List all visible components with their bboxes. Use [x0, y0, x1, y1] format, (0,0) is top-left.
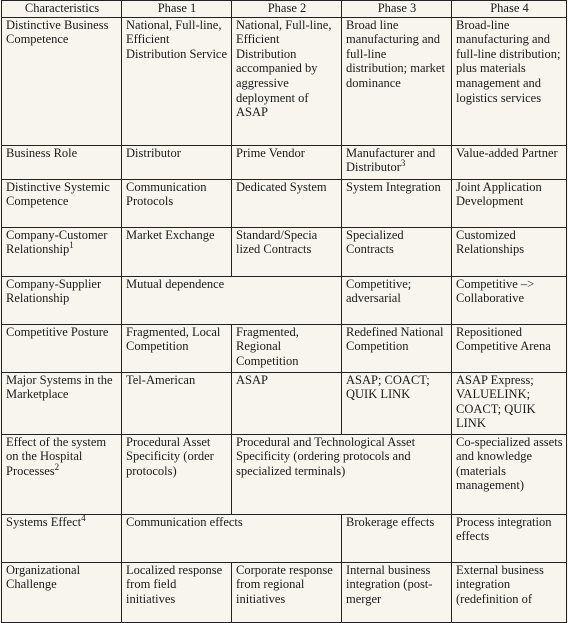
table-row — [2, 514, 567, 562]
row-label — [2, 227, 122, 276]
cell-phase-3: System Integration — [342, 179, 452, 227]
row-label: Organizational Challenge — [2, 562, 122, 622]
cell-phase-3: Internal business integration (post-merger — [342, 562, 452, 622]
cell-phase-4: Value-added Partner — [452, 145, 567, 179]
footnote-marker: 1 — [69, 240, 74, 251]
cell-phase-2: Fragmented, Regional Competition — [232, 324, 342, 372]
row-label: Business Role — [2, 145, 122, 179]
header-phase-3: Phase 3 — [342, 1, 452, 18]
cell-phase-4: External business integration (redefinition of — [452, 562, 567, 622]
header-phase-1: Phase 1 — [122, 1, 232, 18]
cell-phase-2: Standard/Specia lized Contracts — [232, 227, 342, 276]
table-row — [2, 17, 567, 145]
row-label: Distinctive Business Competence — [2, 17, 122, 145]
table-row — [2, 372, 567, 434]
cell-phase-4: Process integration effects — [452, 514, 567, 562]
cell-phase-3: ASAP; COACT; QUIK LINK — [342, 372, 452, 434]
footnote-marker: 2 — [54, 461, 60, 472]
cell-phase-4: Customized Relationships — [452, 227, 567, 276]
cell-phase-1: Localized response from field initiatives — [122, 562, 232, 622]
table-row — [2, 227, 567, 276]
row-label — [2, 434, 122, 514]
cell-phase-4: Joint Application Development — [452, 179, 567, 227]
cell-phase-1: Distributor — [122, 145, 232, 179]
cell-phase-3: Brokerage effects — [342, 514, 452, 562]
table-header-row — [2, 1, 567, 18]
table-row — [2, 276, 567, 324]
footnote-marker: 3 — [400, 158, 406, 169]
row-label: Competitive Posture — [2, 324, 122, 372]
cell-phase-1: Market Exchange — [122, 227, 232, 276]
table-row — [2, 145, 567, 179]
cell-phase-1: Communication Protocols — [122, 179, 232, 227]
cell-phase-2: Corporate response from regional initiatives — [232, 562, 342, 622]
row-label: Company-Supplier Relationship — [2, 276, 122, 324]
table-row — [2, 562, 567, 622]
cell-phase-3: Specialized Contracts — [342, 227, 452, 276]
cell-text: Systems Effect — [6, 514, 82, 529]
cell-phase-2: Prime Vendor — [232, 145, 342, 179]
cell-phase-4: ASAP Express; VALUELINK; COACT; QUIK LINK — [452, 372, 567, 434]
row-label — [2, 514, 122, 562]
header-characteristics: Characteristics — [2, 1, 122, 18]
phases-table — [1, 0, 567, 623]
row-label: Major Systems in the Marketplace — [2, 372, 122, 434]
cell-phase-2: National, Full-line, Efficient Distribution accompanied by aggressive deployment of ASAP — [232, 17, 342, 145]
cell-phase-4: Co-specialized assets and knowledge (materials management) — [452, 434, 567, 514]
cell-phase-2: ASAP — [232, 372, 342, 434]
cell-phase-4: Competitive –> Collaborative — [452, 276, 567, 324]
header-phase-4: Phase 4 — [452, 1, 567, 18]
row-label: Distinctive Systemic Competence — [2, 179, 122, 227]
cell-phase-2: Dedicated System — [232, 179, 342, 227]
cell-phase-1: Tel-American — [122, 372, 232, 434]
cell-text: Effect of the system on the Hospital Processes — [6, 434, 107, 478]
cell-phase-3: Redefined National Competition — [342, 324, 452, 372]
cell-phase-3: Competitive; adversarial — [342, 276, 452, 324]
table-row — [2, 434, 567, 514]
cell-phase-4: Broad-line manufacturing and full-line distribution; plus materials management and logistics services — [452, 17, 567, 145]
cell-phase-2-3: Procedural and Technological Asset Specificity (ordering protocols and specialized terminals) — [232, 434, 452, 514]
cell-phase-1: Procedural Asset Specificity (order protocols) — [122, 434, 232, 514]
cell-phase-1-2: Mutual dependence — [122, 276, 342, 324]
header-phase-2: Phase 2 — [232, 1, 342, 18]
cell-phase-3 — [342, 145, 452, 179]
cell-phase-1-2: Communication effects — [122, 514, 342, 562]
cell-phase-1: Fragmented, Local Competition — [122, 324, 232, 372]
cell-phase-1: National, Full-line, Efficient Distribution Service — [122, 17, 232, 145]
cell-phase-4: Repositioned Competitive Arena — [452, 324, 567, 372]
cell-phase-3: Broad line manufacturing and full-line distribution; market dominance — [342, 17, 452, 145]
table-row — [2, 324, 567, 372]
cell-text: Manufacturer and Distributor — [346, 145, 436, 175]
table-row — [2, 179, 567, 227]
cell-text: Company-Customer Relationship — [6, 227, 108, 257]
footnote-marker: 4 — [81, 514, 86, 523]
